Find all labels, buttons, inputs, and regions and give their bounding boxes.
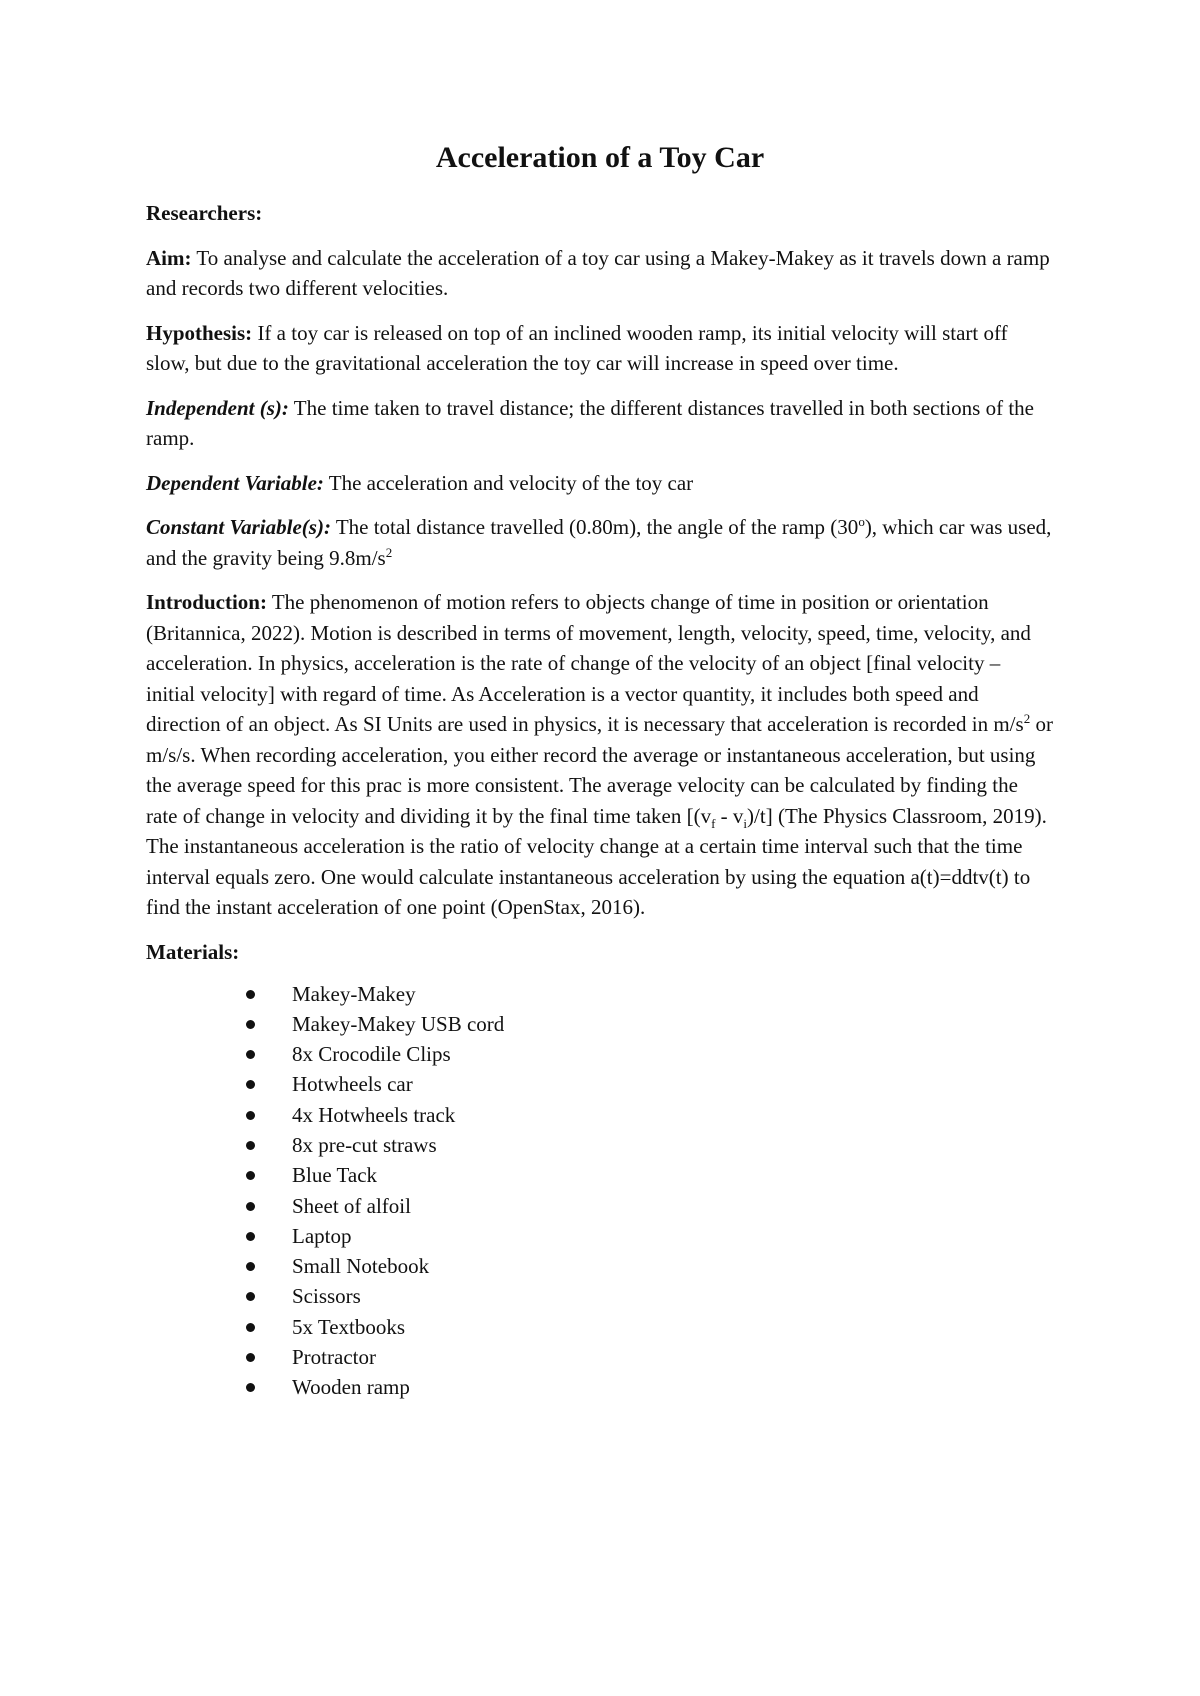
list-item-text: 8x Crocodile Clips (292, 1042, 451, 1067)
introduction-text-c: - v (715, 803, 744, 828)
constant-label: Constant Variable(s): (146, 515, 331, 539)
list-item (246, 1312, 1054, 1342)
list-item (246, 1281, 1054, 1311)
list-item-text: Small Notebook (292, 1254, 430, 1279)
list-item (246, 1009, 1054, 1039)
bullet-icon (246, 1383, 255, 1392)
list-item-text: Laptop (292, 1223, 352, 1248)
list-item-text: Scissors (292, 1284, 361, 1309)
list-item-text: Protractor (292, 1345, 376, 1370)
list-item (246, 1100, 1054, 1130)
bullet-icon (246, 1232, 255, 1241)
initial-subscript: i (743, 815, 748, 831)
bullet-icon (246, 1353, 255, 1362)
list-item-text: Hotwheels car (292, 1072, 413, 1097)
list-item-text: 4x Hotwheels track (292, 1102, 456, 1127)
introduction-label: Introduction: (146, 590, 267, 614)
list-item-text: 5x Textbooks (292, 1314, 406, 1339)
list-item (246, 1372, 1054, 1402)
bullet-icon (246, 1020, 255, 1029)
bullet-icon (246, 1080, 255, 1089)
independent-label: Independent (s): (146, 395, 289, 420)
document-title: Acceleration of a Toy Car (435, 141, 765, 174)
document-page (146, 140, 1054, 1403)
list-item (246, 1251, 1054, 1281)
aim-text: To analyse and calculate the acceleration of a toy car using a Makey-Makey as it travels down a ramp and records two different velocities. (146, 245, 1050, 300)
hypothesis-label: Hypothesis: (146, 320, 253, 345)
bullet-icon (246, 1111, 255, 1120)
degree-superscript: o (858, 514, 865, 529)
list-item-text: Blue Tack (292, 1163, 378, 1188)
list-item (246, 1069, 1054, 1099)
introduction-text-a: The phenomenon of motion refers to objects change of time in position or orientation (Britannica, 2022). Motion is described in terms of movement, length, velocity, speed, time, velocity, and acceleration. In physics, acceleration is the rate of change of the velocity of an object [final velocity – initial velocity] with regard of time. As Acceleration is a vector quantity, it includes both speed and direction of an object. As SI Units are used in physics, it is necessary that acceleration is recorded in m/s (146, 590, 1031, 736)
materials-heading: Materials: (146, 939, 240, 964)
bullet-icon (246, 990, 255, 999)
independent-text: The time taken to travel distance; the different distances travelled in both sections of the ramp. (146, 395, 1034, 450)
list-item (246, 1039, 1054, 1069)
squared-superscript: 2 (385, 544, 393, 560)
bullet-icon (246, 1292, 255, 1301)
intro-squared-superscript: 2 (1023, 711, 1031, 726)
bullet-icon (246, 1141, 255, 1150)
list-item (246, 1130, 1054, 1160)
introduction-text-d: )/t] (The Physics Classroom, 2019). The instantaneous acceleration is the ratio of velocity change at a certain time interval such that the time interval equals zero. One would calculate instantaneous acceleration by using the equation a(t)=ddtv(t) to find the instant acceleration of one point (OpenStax, 2016). (146, 803, 1047, 919)
list-item-text: Makey-Makey USB cord (292, 1011, 505, 1036)
hypothesis-text: If a toy car is released on top of an inclined wooden ramp, its initial velocity will start off slow, but due to the gravitational acceleration the toy car will increase in speed over time. (146, 320, 1008, 375)
list-item (246, 1221, 1054, 1251)
aim-label: Aim: (146, 245, 192, 270)
introduction-paragraph (146, 587, 1054, 923)
hypothesis-paragraph (146, 318, 1054, 379)
bullet-icon (246, 1171, 255, 1180)
bullet-icon (246, 1262, 255, 1271)
bullet-icon (246, 1050, 255, 1059)
materials-list (146, 979, 1054, 1403)
aim-paragraph (146, 243, 1054, 304)
dependent-label: Dependent Variable: (146, 470, 324, 495)
constant-text-a: The total distance travelled (0.80m), the angle of the ramp (30 (330, 515, 859, 539)
constant-text-b: ), which car was used, and the gravity being 9.8m/s (146, 515, 1052, 570)
researchers-label: Researchers: (146, 201, 263, 225)
list-item-text: 8x pre-cut straws (292, 1132, 437, 1157)
list-item (246, 1191, 1054, 1221)
list-item (246, 1342, 1054, 1372)
bullet-icon (246, 1202, 255, 1211)
independent-paragraph (146, 393, 1054, 454)
list-item (246, 1160, 1054, 1190)
final-subscript: f (711, 815, 716, 831)
constant-paragraph (146, 512, 1054, 573)
introduction-text-b: or m/s/s. When recording acceleration, you either record the average or instantaneous acceleration, but using the average speed for this prac is more consistent. The average velocity can be calculated by finding the rate of change in velocity and dividing it by the final time taken [(v (146, 712, 1053, 828)
dependent-text: The acceleration and velocity of the toy car (323, 470, 694, 495)
list-item-text: Sheet of alfoil (292, 1193, 411, 1218)
dependent-paragraph (146, 468, 1054, 499)
list-item-text: Makey-Makey (292, 981, 416, 1006)
list-item-text: Wooden ramp (292, 1375, 410, 1400)
bullet-icon (246, 1323, 255, 1332)
researchers-line (146, 198, 1054, 229)
list-item (246, 979, 1054, 1009)
